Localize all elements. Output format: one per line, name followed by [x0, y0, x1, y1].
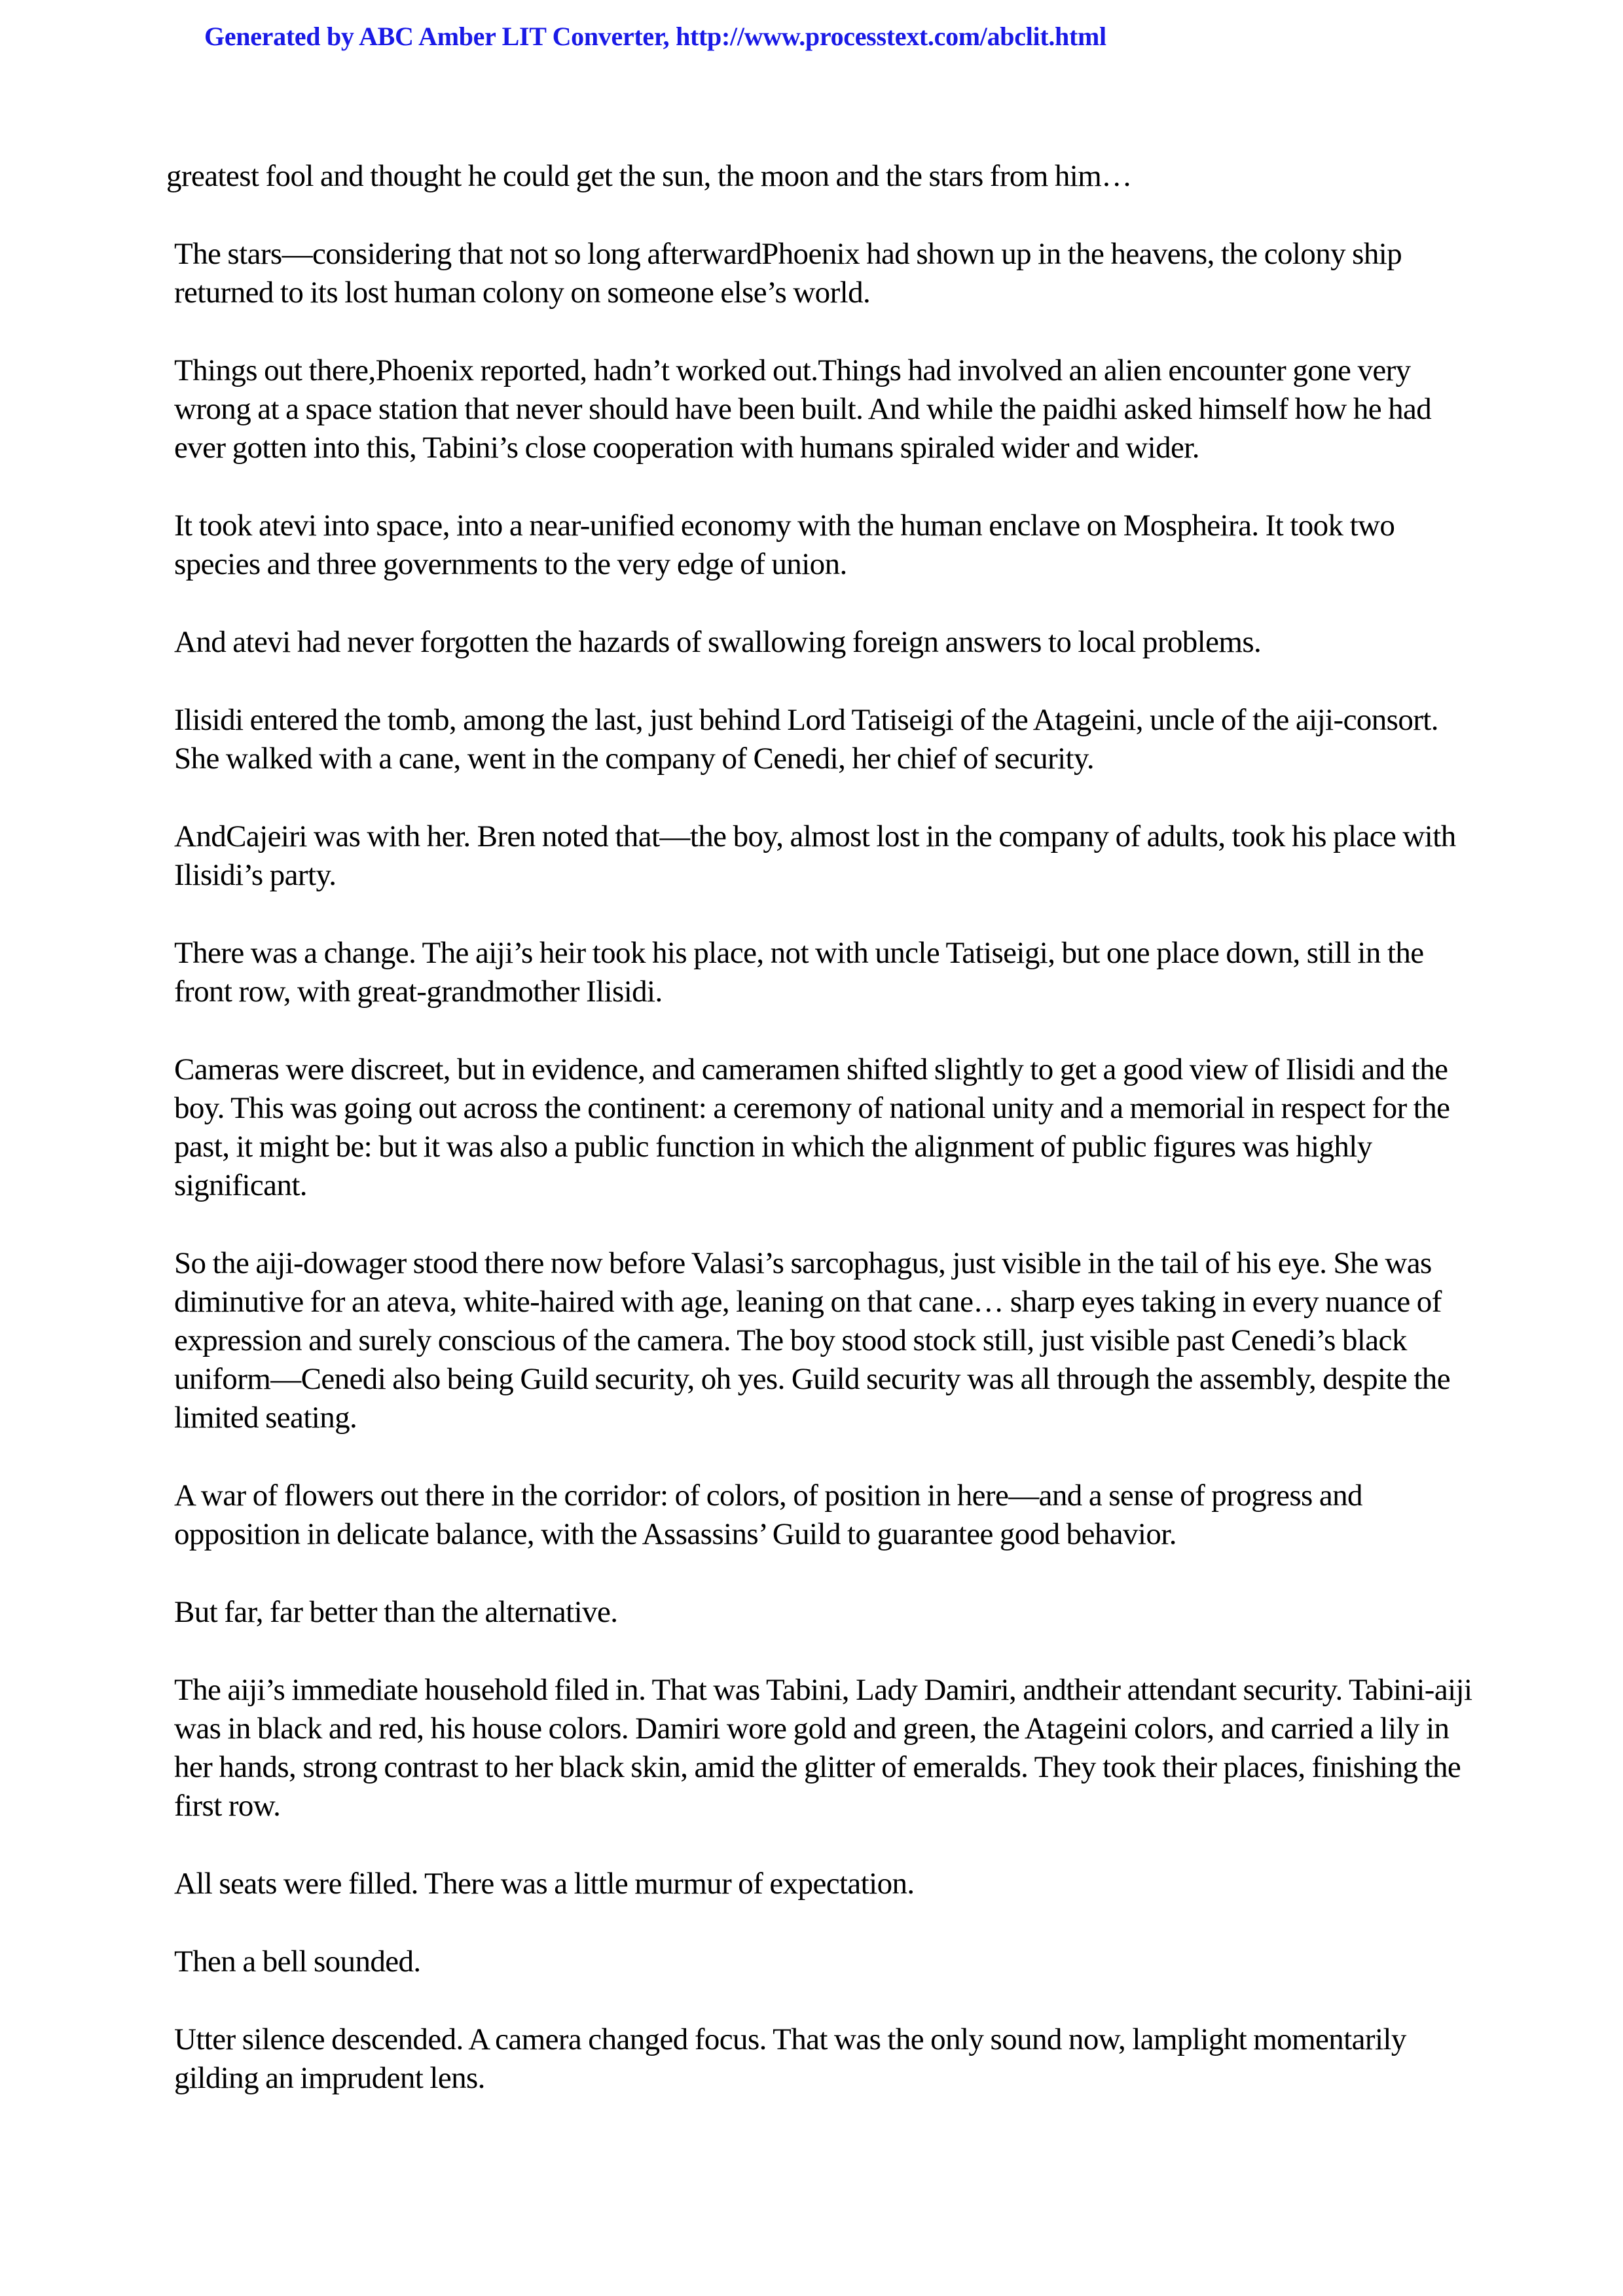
paragraph: The stars—considering that not so long afterwardPhoenix had shown up in the heavens, the colony ship returned to its lost human colony on someone else’s world. [174, 237, 1402, 310]
paragraph: Then a bell sounded. [174, 1945, 421, 1979]
paragraph: greatest fool and thought he could get the sun, the moon and the stars from him… [166, 159, 1132, 193]
paragraph: But far, far better than the alternative. [174, 1595, 618, 1629]
paragraph: Utter silence descended. A camera changed focus. That was the only sound now, lamplight momentarily gilding an imprudent lens. [174, 2022, 1406, 2095]
paragraph: Cameras were discreet, but in evidence, and cameramen shifted slightly to get a good view of Ilisidi and the boy. This was going out across the continent: a ceremony of national unity and a memorial in respect for the past, it might be: but it was also a public function in which the alignment of public figures was highly significant. [174, 1052, 1450, 1202]
paragraph: And atevi had never forgotten the hazards of swallowing foreign answers to local problems. [174, 625, 1262, 659]
paragraph: So the aiji-dowager stood there now before Valasi’s sarcophagus, just visible in the tail of his eye. She was diminutive for an ateva, white-haired with age, leaning on that cane… sharp eyes taking in every nuance of expression and surely conscious of the camera. The boy stood stock still, just visible past Cenedi’s black uniform—Cenedi also being Guild security, oh yes. Guild security was all through the assembly, despite the limited seating. [174, 1246, 1450, 1435]
converter-header: Generated by ABC Amber LIT Converter, http://www.processtext.com/abclit.html [204, 22, 1106, 51]
document-body [166, 157, 1476, 2098]
paragraph: Ilisidi entered the tomb, among the last, just behind Lord Tatiseigi of the Atageini, uncle of the aiji-consort. She walked with a cane, went in the company of Cenedi, her chief of security. [174, 703, 1438, 776]
paragraph: All seats were filled. There was a little murmur of expectation. [174, 1867, 915, 1901]
paragraph: AndCajeiri was with her. Bren noted that—the boy, almost lost in the company of adults, took his place with Ilisidi’s party. [174, 819, 1456, 892]
paragraph: The aiji’s immediate household filed in. That was Tabini, Lady Damiri, andtheir attendant security. Tabini-aiji was in black and red, his house colors. Damiri wore gold and green, the Atageini colors, and carried a lily in her hands, strong contrast to her black skin, amid the glitter of emeralds. They took their places, finishing the first row. [174, 1673, 1472, 1823]
paragraph: A war of flowers out there in the corridor: of colors, of position in here—and a sense of progress and opposition in delicate balance, with the Assassins’ Guild to guarantee good behavior. [174, 1479, 1362, 1551]
paragraph: There was a change. The aiji’s heir took his place, not with uncle Tatiseigi, but one place down, still in the front row, with great-grandmother Ilisidi. [174, 936, 1424, 1009]
paragraph: It took atevi into space, into a near-unified economy with the human enclave on Mospheira. It took two species and three governments to the very edge of union. [174, 509, 1395, 581]
paragraph: Things out there,Phoenix reported, hadn’t worked out.Things had involved an alien encounter gone very wrong at a space station that never should have been built. And while the paidhi asked himself how he had ever gotten into this, Tabini’s close cooperation with humans spiraled wider and wider. [174, 353, 1432, 465]
